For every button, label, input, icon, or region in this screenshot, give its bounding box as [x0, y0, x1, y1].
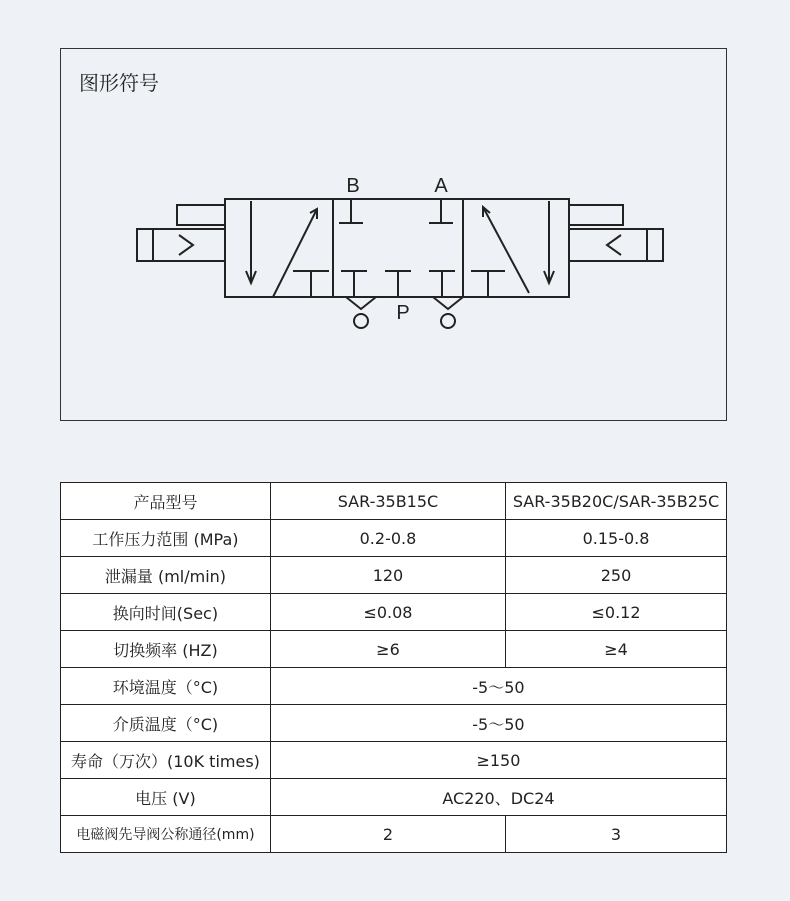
table-row — [61, 668, 727, 705]
row-value-merged: -5～50 — [270, 705, 726, 742]
center-position-paths — [339, 199, 455, 297]
port-label-a: A — [434, 175, 448, 197]
table-row — [61, 705, 727, 742]
row-value-col2: 250 — [506, 557, 727, 594]
table-row — [61, 742, 727, 779]
row-value-col1: 0.2-0.8 — [270, 520, 505, 557]
row-label: 工作压力范围 (MPa) — [61, 520, 271, 557]
right-solenoid-icon — [569, 205, 663, 261]
port-label-p: P — [396, 302, 410, 324]
right-position-paths — [471, 201, 554, 297]
row-value-col2: ≥4 — [506, 631, 727, 668]
row-value-col1: SAR-35B15C — [270, 483, 505, 520]
row-value-col1: ≥6 — [270, 631, 505, 668]
row-value-col1: 2 — [270, 816, 505, 853]
left-solenoid-icon — [137, 205, 225, 261]
table-row — [61, 483, 727, 520]
port-label-b: B — [346, 175, 360, 197]
row-label: 环境温度（°C) — [61, 668, 271, 705]
row-value-col2: 3 — [506, 816, 727, 853]
table-row — [61, 779, 727, 816]
row-value-col1: 120 — [270, 557, 505, 594]
row-label: 寿命（万次）(10K times) — [61, 742, 271, 779]
table-row — [61, 631, 727, 668]
row-value-merged: -5～50 — [270, 668, 726, 705]
left-position-paths — [246, 201, 329, 297]
row-value-merged: AC220、DC24 — [270, 779, 726, 816]
symbol-title: 图形符号 — [79, 71, 159, 95]
row-label: 换向时间(Sec) — [61, 594, 271, 631]
table-row — [61, 557, 727, 594]
row-value-col2: SAR-35B20C/SAR-35B25C — [506, 483, 727, 520]
row-value-merged: ≥150 — [270, 742, 726, 779]
row-label: 切换频率 (HZ) — [61, 631, 271, 668]
row-value-col2: 0.15-0.8 — [506, 520, 727, 557]
row-label: 泄漏量 (ml/min) — [61, 557, 271, 594]
row-value-col1: ≤0.08 — [270, 594, 505, 631]
table-row — [61, 594, 727, 631]
valve-symbol-diagram — [61, 49, 728, 422]
table-row — [61, 520, 727, 557]
row-label: 介质温度（°C) — [61, 705, 271, 742]
row-label: 电压 (V) — [61, 779, 271, 816]
spec-table — [60, 482, 727, 853]
graphic-symbol-panel — [60, 48, 727, 421]
row-label: 产品型号 — [61, 483, 271, 520]
table-row — [61, 816, 727, 853]
row-value-col2: ≤0.12 — [506, 594, 727, 631]
row-label: 电磁阀先导阀公称通径(mm) — [61, 816, 271, 853]
